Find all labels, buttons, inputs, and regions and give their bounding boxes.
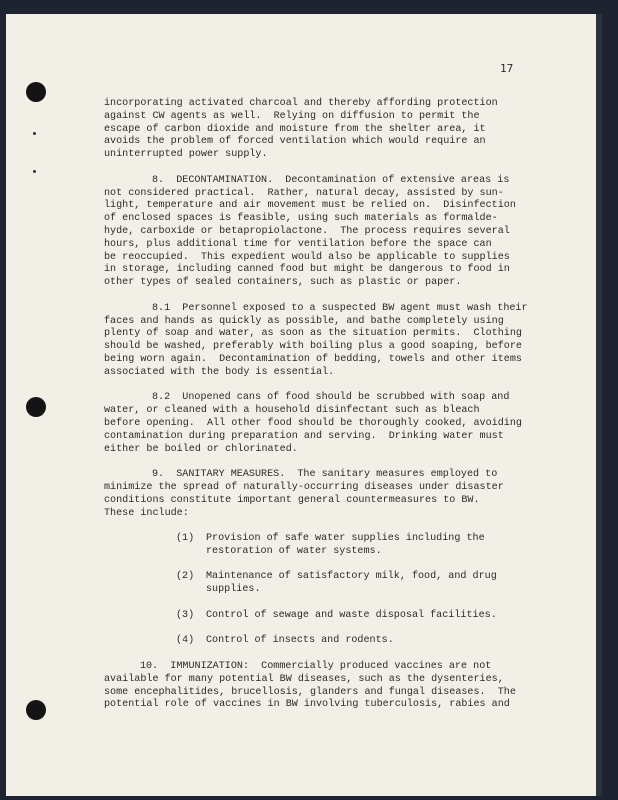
text-line: Control of insects and rodents. (206, 635, 394, 647)
intro-paragraph (104, 98, 534, 162)
text-line: 8. DECONTAMINATION. Decontamination of extensive areas is (152, 174, 510, 186)
text-line: minimize the spread of naturally-occurring diseases under disaster (104, 481, 504, 493)
text-line: some encephalitides, brucellosis, glanders and fungal diseases. The (104, 686, 516, 698)
section-8-decontamination (104, 175, 534, 290)
punch-hole-middle (26, 397, 46, 417)
list-item-number: (1) (176, 533, 195, 545)
text-line: Control of sewage and waste disposal facilities. (206, 609, 497, 621)
section-8-2-food (104, 392, 534, 456)
text-line: not considered practical. Rather, natural decay, assisted by sun- (104, 187, 504, 199)
page-number: 17 (500, 62, 514, 75)
text-line: supplies. (206, 584, 261, 596)
text-line: hours, plus additional time for ventilation before the space can (104, 238, 492, 250)
text-line: avoids the problem of forced ventilation which would require an (104, 136, 486, 148)
text-line: 8.1 Personnel exposed to a suspected BW agent must wash their (152, 302, 528, 314)
list-item-number: (2) (176, 571, 195, 583)
text-line: before opening. All other food should be thoroughly cooked, avoiding (104, 417, 522, 429)
list-item-number: (3) (176, 609, 195, 621)
text-line: associated with the body is essential. (104, 366, 335, 378)
text-line: Provision of safe water supplies including the (206, 533, 485, 545)
text-line: 8.2 Unopened cans of food should be scrubbed with soap and (152, 392, 510, 404)
list-item-number: (4) (176, 635, 195, 647)
text-line: hyde, carboxide or betapropiolactone. The process requires several (104, 225, 510, 237)
list-item (104, 610, 534, 623)
text-line: should be washed, preferably with boiling plus a good soaping, before (104, 341, 522, 353)
text-line: in storage, including canned food but might be dangerous to food in (104, 264, 510, 276)
text-line: 9. SANITARY MEASURES. The sanitary measures employed to (152, 469, 498, 481)
paper-mark (33, 132, 36, 135)
paper-mark (33, 170, 36, 173)
document-body (104, 98, 534, 725)
text-line: being worn again. Decontamination of bedding, towels and other items (104, 353, 522, 365)
text-line: restoration of water systems. (206, 545, 382, 557)
section-8-1-personnel (104, 303, 534, 380)
text-line: be reoccupied. This expedient would also be applicable to supplies (104, 251, 510, 263)
text-line: of enclosed spaces is feasible, using such materials as formalde- (104, 213, 498, 225)
text-line: potential role of vaccines in BW involving tuberculosis, rabies and (104, 699, 510, 711)
text-line: conditions constitute important general countermeasures to BW. (104, 494, 480, 506)
section-9-sanitary-measures (104, 469, 534, 520)
text-line: other types of sealed containers, such as plastic or paper. (104, 277, 462, 289)
section-10-immunization (104, 661, 534, 712)
text-line: Maintenance of satisfactory milk, food, and drug (206, 571, 497, 583)
text-line: available for many potential BW diseases, such as the dysenteries, (104, 673, 504, 685)
sanitary-measures-list (104, 533, 534, 648)
punch-hole-top (26, 82, 46, 102)
text-line: 10. IMMUNIZATION: Commercially produced vaccines are not (140, 661, 492, 673)
text-line: uninterrupted power supply. (104, 149, 268, 161)
text-line: contamination during preparation and serving. Drinking water must (104, 430, 504, 442)
text-line: escape of carbon dioxide and moisture from the shelter area, it (104, 123, 486, 135)
text-line: faces and hands as quickly as possible, and bathe completely using (104, 315, 504, 327)
text-line: light, temperature and air movement must be relied on. Disinfection (104, 200, 516, 212)
punch-hole-bottom (26, 700, 46, 720)
list-item (104, 571, 534, 597)
text-line: plenty of soap and water, as soon as the situation permits. Clothing (104, 328, 522, 340)
text-line: incorporating activated charcoal and thereby affording protection (104, 98, 498, 109)
text-line: against CW agents as well. Relying on diffusion to permit the (104, 110, 480, 122)
document-page (6, 14, 602, 796)
text-line: either be boiled or chlorinated. (104, 443, 298, 455)
text-line: These include: (104, 507, 189, 519)
text-line: water, or cleaned with a household disinfectant such as bleach (104, 405, 480, 417)
list-item (104, 635, 534, 648)
list-item (104, 533, 534, 559)
